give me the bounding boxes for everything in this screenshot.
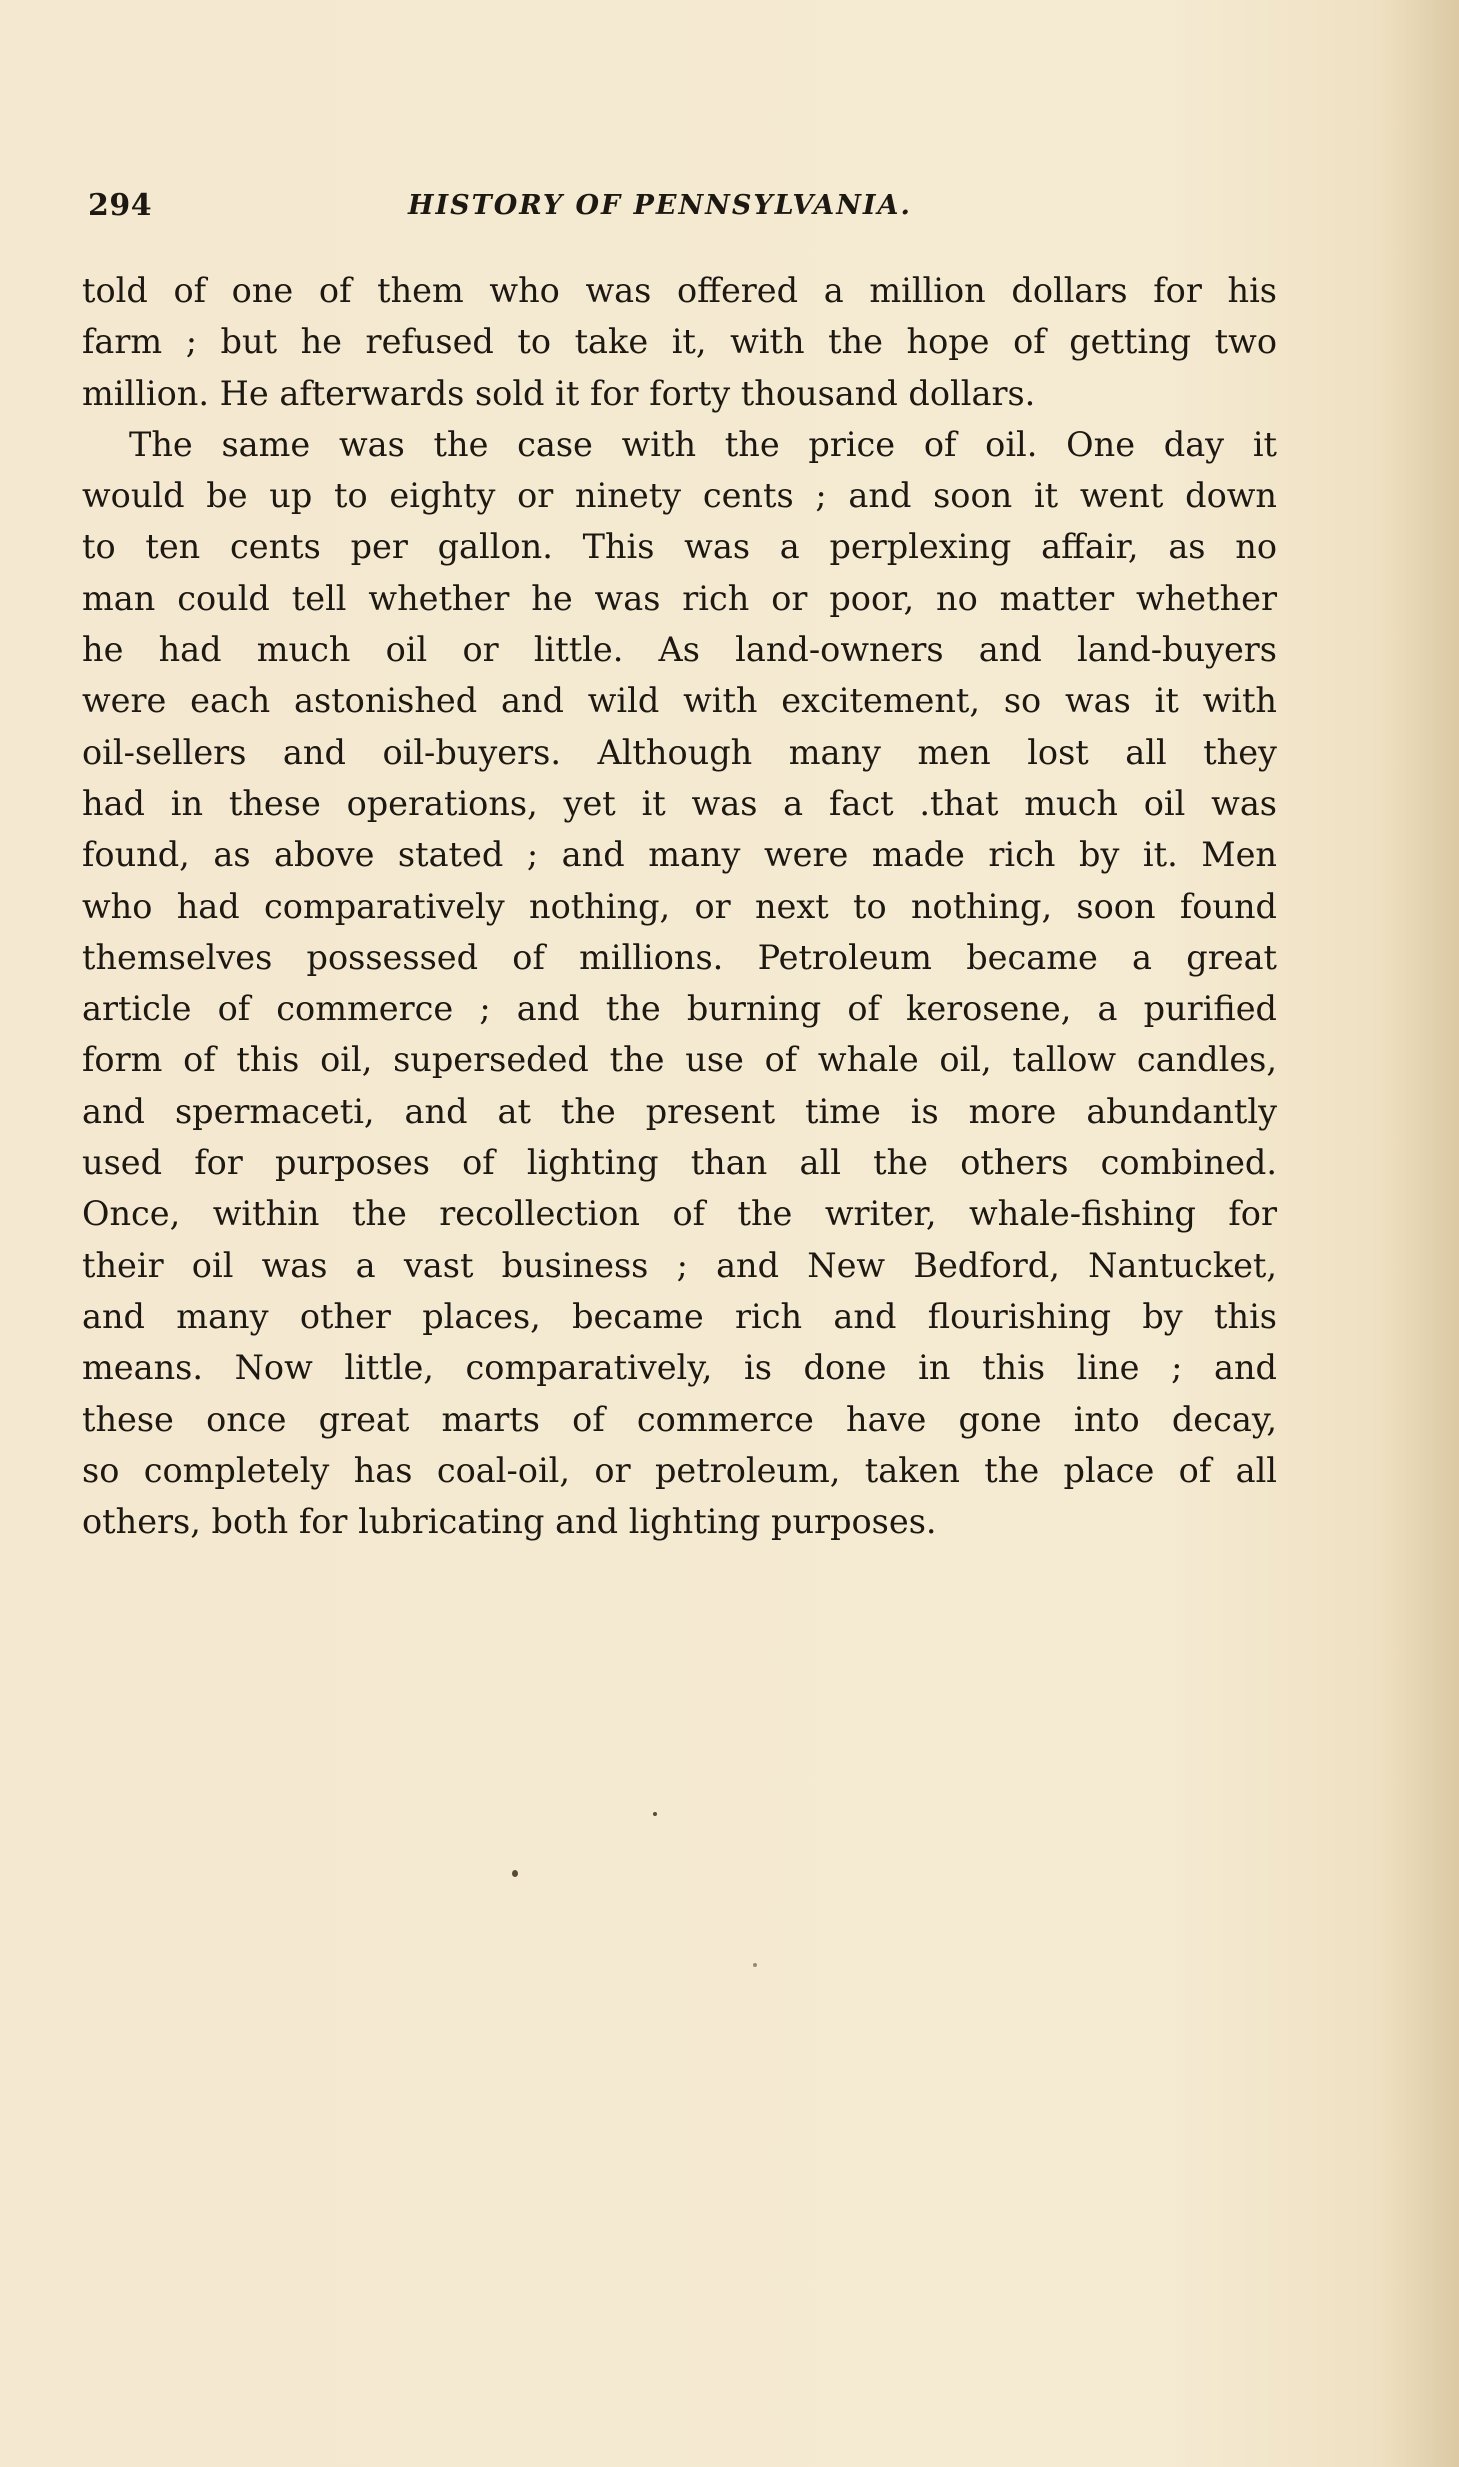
text-line: to ten cents per gallon. This was a perplexing affair, as no [82, 527, 1277, 567]
text-line: had in these operations, yet it was a fact .that much oil was [82, 783, 1277, 823]
text-line: Once, within the recollection of the writer, whale-fishing for [82, 1194, 1277, 1234]
text-line: used for purposes of lighting than all the others combined. [82, 1143, 1277, 1183]
text-line: means. Now little, comparatively, is done in this line ; and [82, 1348, 1277, 1388]
paragraph-2 [82, 419, 1277, 1548]
text-line: their oil was a vast business ; and New Bedford, Nantucket, [82, 1245, 1277, 1285]
text-line: themselves possessed of millions. Petroleum became a great [82, 937, 1277, 977]
text-line: these once great marts of commerce have gone into decay, [82, 1399, 1277, 1439]
text-line: would be up to eighty or ninety cents ; and soon it went down [82, 476, 1277, 516]
text-line: million. He afterwards sold it for forty thousand dollars. [82, 373, 1036, 413]
text-line: oil-sellers and oil-buyers. Although many men lost all they [82, 732, 1277, 772]
paragraph-1 [82, 265, 1277, 419]
text-line: who had comparatively nothing, or next to nothing, soon found [82, 886, 1277, 926]
text-line: and spermaceti, and at the present time is more abundantly [82, 1091, 1277, 1131]
text-line: he had much oil or little. As land-owners and land-buyers [82, 630, 1277, 670]
text-line: The same was the case with the price of oil. One day it [129, 424, 1277, 464]
paper-speck [512, 1870, 518, 1877]
text-line: and many other places, became rich and flourishing by this [82, 1296, 1277, 1336]
text-line: farm ; but he refused to take it, with the hope of getting two [82, 322, 1277, 362]
paper-speck [653, 1812, 657, 1816]
body-text [82, 265, 1277, 1547]
text-line: man could tell whether he was rich or poor, no matter whether [82, 578, 1277, 618]
paper-speck [753, 1963, 757, 1967]
text-line: were each astonished and wild with excitement, so was it with [82, 681, 1277, 721]
text-line: others, both for lubricating and lighting purposes. [82, 1502, 937, 1542]
text-line: found, as above stated ; and many were made rich by it. Men [82, 835, 1277, 875]
page-number: 294 [88, 188, 153, 223]
text-line: article of commerce ; and the burning of kerosene, a purified [82, 989, 1277, 1029]
running-title: HISTORY OF PENNSYLVANIA. [408, 190, 912, 221]
text-line: form of this oil, superseded the use of whale oil, tallow candles, [82, 1040, 1277, 1080]
text-line: so completely has coal-oil, or petroleum, taken the place of all [82, 1450, 1277, 1490]
text-line: told of one of them who was offered a million dollars for his [82, 271, 1277, 310]
running-head [88, 188, 1008, 228]
